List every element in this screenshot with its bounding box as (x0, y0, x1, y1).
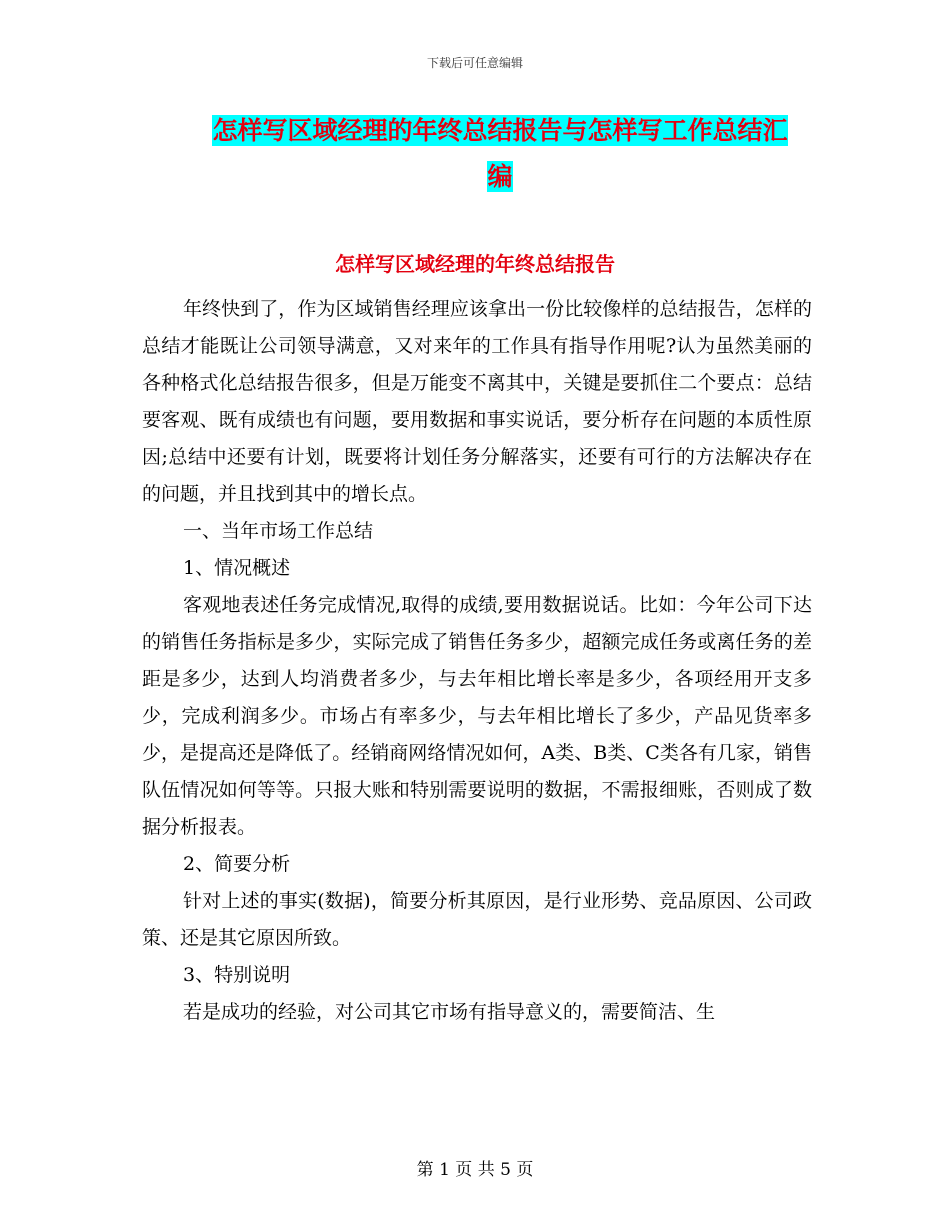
document-title (140, 108, 860, 200)
heading-section-1: 一、当年市场工作总结 (183, 520, 374, 542)
heading-analysis: 2、简要分析 (183, 853, 291, 875)
page-footer: 第 1 页 共 5 页 (416, 1160, 534, 1180)
body-text (142, 291, 812, 1031)
heading-overview: 1、情况概述 (183, 557, 291, 579)
paragraph-analysis: 针对上述的事实(数据)，简要分析其原因，是行业形势、竞品原因、公司政策、还是其它原因所致。 (142, 890, 812, 949)
paragraph-intro: 年终快到了，作为区域销售经理应该拿出一份比较像样的总结报告，怎样的总结才能既让公司领导满意，又对来年的工作具有指导作用呢?认为虽然美丽的各种格式化总结报告很多，但是万能变不离其中，关键是要抓住二个要点：总结要客观、既有成绩也有问题，要用数据和事实说话，要分析存在问题的本质性原因;总结中还要有计划，既要将计划任务分解落实，还要有可行的方法解决存在的问题，并且找到其中的增长点。 (142, 298, 812, 505)
document-title-line-2: 编 (487, 162, 513, 191)
header-note: 下载后可任意编辑 (426, 56, 523, 70)
heading-special-note: 3、特别说明 (183, 964, 291, 986)
section-title: 怎样写区域经理的年终总结报告 (335, 252, 615, 276)
paragraph-special-note: 若是成功的经验，对公司其它市场有指导意义的，需要简洁、生 (183, 1001, 716, 1023)
paragraph-overview: 客观地表述任务完成情况,取得的成绩,要用数据说话。比如：今年公司下达的销售任务指标是多少，实际完成了销售任务多少，超额完成任务或离任务的差距是多少，达到人均消费者多少，与去年相比增长率是多少，各项经用开支多少，完成利润多少。市场占有率多少，与去年相比增长了多少，产品见货率多少，是提高还是降低了。经销商网络情况如何，A类、B类、C类各有几家，销售队伍情况如何等等。只报大账和特别需要说明的数据，不需报细账，否则成了数据分析报表。 (142, 594, 812, 838)
document-title-line-1: 怎样写区域经理的年终总结报告与怎样写工作总结汇 (212, 116, 788, 145)
